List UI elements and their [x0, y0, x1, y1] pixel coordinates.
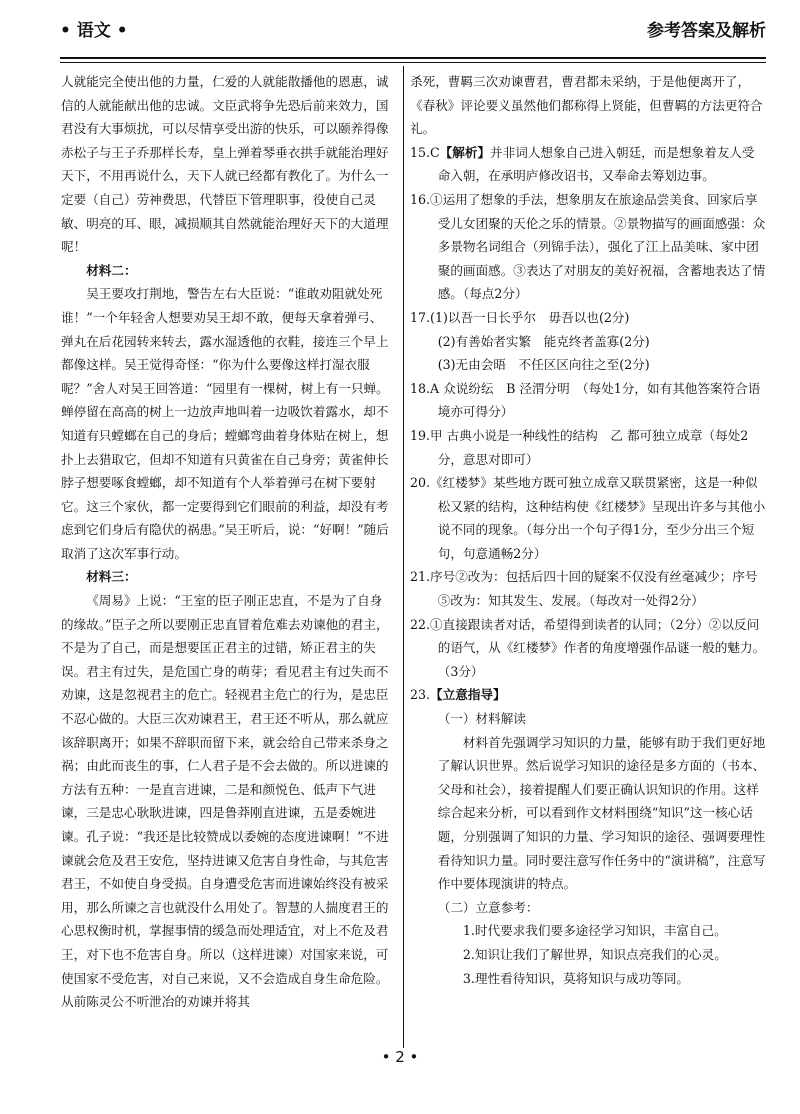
left-column — [61, 70, 394, 1014]
right-column — [410, 70, 766, 990]
answer-15-number: 15.C — [410, 144, 440, 160]
header-rule-thin — [60, 62, 766, 63]
header-rule-thick — [60, 57, 766, 59]
answer-16: 16.①运用了想象的手法，想象朋友在旅途品尝美食、回家后享受儿女团聚的天伦之乐的情景。②景物描写的画面感强：众多景物名词组合（列锦手法），强化了江上品美味、家中团聚的画面感。③表达了对朋友的美好祝福，含蓄地表达了情感。（每点2分） — [410, 191, 766, 302]
subject-label: • 语文 • — [60, 21, 128, 41]
answer-20: 20.《红楼梦》某些地方既可独立成章又联贯紧密，这是一种似松又紧的结构，这种结构使《红楼梦》呈现出许多与其他小说不同的现象。（每分出一个句子得1分，至少分出三个短句，句意通畅2分） — [410, 475, 766, 561]
material-two-heading: 材料二： — [86, 262, 137, 278]
material-reading-text: 材料首先强调学习知识的力量，能够有助于我们更好地了解认识世界。然后说学习知识的途径是多方面的（书本、父母和社会），接着提醒人们要正确认识知识的作用。这样综合起来分析，可以看到作文材料围绕“知识”这一核心话题，分别强调了知识的力量、学习知识的途径、强调要理性看待知识力量。同时要注意写作任务中的“演讲稿”，注意写作中要体现演讲的特点。 — [437, 734, 766, 892]
answer-18: 18.A 众说纷纭 B 泾渭分明 （每处1分，如有其他答案符合语境亦可得分） — [410, 380, 761, 420]
answer-19: 19.甲 古典小说是一种线性的结构 乙 都可独立成章（每处2分，意思对即可） — [410, 427, 749, 467]
theme-reference-1: 1.时代要求我们要多途径学习知识，丰富自己。 — [462, 923, 727, 939]
material-two-text: 吴王要攻打荆地，警告左右大臣说：“谁敢劝阻就处死谁！”一个年轻舍人想要劝吴王却不敢，便每天拿着弹弓、弹丸在后花园转来转去，露水湿透他的衣鞋，接连三个早上都像这样。吴王觉得奇怪：“你为什么要像这样打湿衣服呢？”舍人对吴王回答道：“园里有一棵树，树上有一只蝉。蝉停留在高高的树上一边放声地叫着一边吸饮着露水，却不知道有只螳螂在自己的身后；螳螂弯曲着身体贴在树上，想扑上去猎取它，但却不知道有只黄雀在自己身旁；黄雀伸长脖子想要啄食螳螂，却不知道有个人举着弹弓在树下要射它。这三个家伙，都一定要得到它们眼前的利益，却没有考虑到它们身后有隐伏的祸患。”吴王听后，说：“好啊！”随后取消了这次军事行动。 — [61, 286, 389, 561]
answer-15-text: 并非词人想象自己进入朝廷，而是想象着友人受命入朝，在承明庐修改诏书，又奉命去筹划边事。 — [437, 144, 755, 184]
analysis-tag: 【解析】 — [439, 144, 491, 160]
translation-paragraph-1: 人就能完全使出他的力量，仁爱的人就能散播他的恩惠，诚信的人就能献出他的忠诚。文臣武将争先恐后前来效力，国君没有大事烦扰，可以尽情享受出游的快乐，可以颐养得像赤松子与王子乔那样长寿，皇上弹着琴垂衣拱手就能治理好天下，不用再说什么，天下人就已经都有教化了。为什么一定要（自己）劳神费思，代替臣下管理职事，役使自己灵敏、明亮的耳、眼，减损顺其自然就能治理好天下的大道理呢！ — [61, 74, 389, 255]
material-three-heading: 材料三： — [86, 569, 137, 585]
material-three-text: 《周易》上说：“王室的臣子刚正忠直，不是为了自身的缘故。”臣子之所以要刚正忠直冒着危难去劝谏他的君主，不是为了自己，而是想要匡正君主的过错，矫正君主的失误。君主有过失，是危国亡身的萌芽；看见君主有过失而不劝谏，这是忽视君主的危亡。轻视君主危亡的行为，是忠臣不忍心做的。大臣三次劝谏君王，君王还不听从，那么就应该辞职离开；如果不辞职而留下来，就会给自己带来杀身之祸；由此而丧生的事，仁人君子是不会去做的。所以进谏的方法有五种：一是直言进谏，二是和颜悦色、低声下气进谏，三是忠心耿耿进谏，四是鲁莽刚直进谏，五是委婉进谏。孔子说：“我还是比较赞成以委婉的态度进谏啊！”不进谏就会危及君王安危，坚持进谏又危害自身性命，与其危害君王，不如使自身受损。自身遭受危害而进谏始终没有被采用，那么所谏之言也就没什么用处了。智慧的人揣度君王的心思权衡时机，掌握事情的缓急而处理适宜，对上不危及君王，对下也不危害自身。所以（这样进谏）对国家来说，可使国家不受危害，对自己来说，又不会造成自身生命危险。从前陈灵公不听泄冶的劝谏并将其 — [61, 593, 389, 1010]
answer-21: 21.序号②改为：包括后四十回的疑案不仅没有丝毫减少；序号⑤改为：知其发生、发展。（每改对一处得2分） — [410, 569, 758, 609]
answer-22: 22.①直接跟读者对话，希望得到读者的认同；（2分）②以反问的语气，从《红楼梦》作者的角度增强作品谜一般的魅力。（3分） — [410, 616, 766, 679]
answer-23 — [410, 683, 766, 707]
answer-17-part-1: 17.(1)以吾一日长乎尔 毋吾以也(2分) — [410, 309, 630, 325]
page-number: • 2 • — [381, 1048, 419, 1066]
column-divider — [403, 66, 404, 1048]
answer-17-part-3: (3)无由会晤 不任区区向往之至(2分) — [437, 357, 650, 373]
theme-reference-2: 2.知识让我们了解世界，知识点亮我们的心灵。 — [462, 946, 727, 962]
guidance-tag: 【立意指导】 — [430, 687, 506, 703]
theme-reference-heading: （二）立意参考： — [437, 899, 539, 915]
page-header — [60, 0, 766, 56]
section-title: 参考答案及解析 — [647, 21, 766, 41]
translation-continuation: 杀死，曹羁三次劝谏曹君，曹君都未采纳，于是他便离开了，《春秋》评论要义虽然他们都称得上贤能，但曹羁的方法更符合礼。 — [410, 74, 763, 137]
theme-reference-3: 3.理性看待知识，莫将知识与成功等同。 — [462, 970, 690, 986]
material-reading-heading: （一）材料解读 — [437, 711, 526, 727]
answer-15 — [410, 141, 766, 188]
answer-23-number: 23. — [410, 687, 431, 703]
answer-17-part-2: (2)有善始者实繁 能克终者盖寡(2分) — [437, 333, 650, 349]
